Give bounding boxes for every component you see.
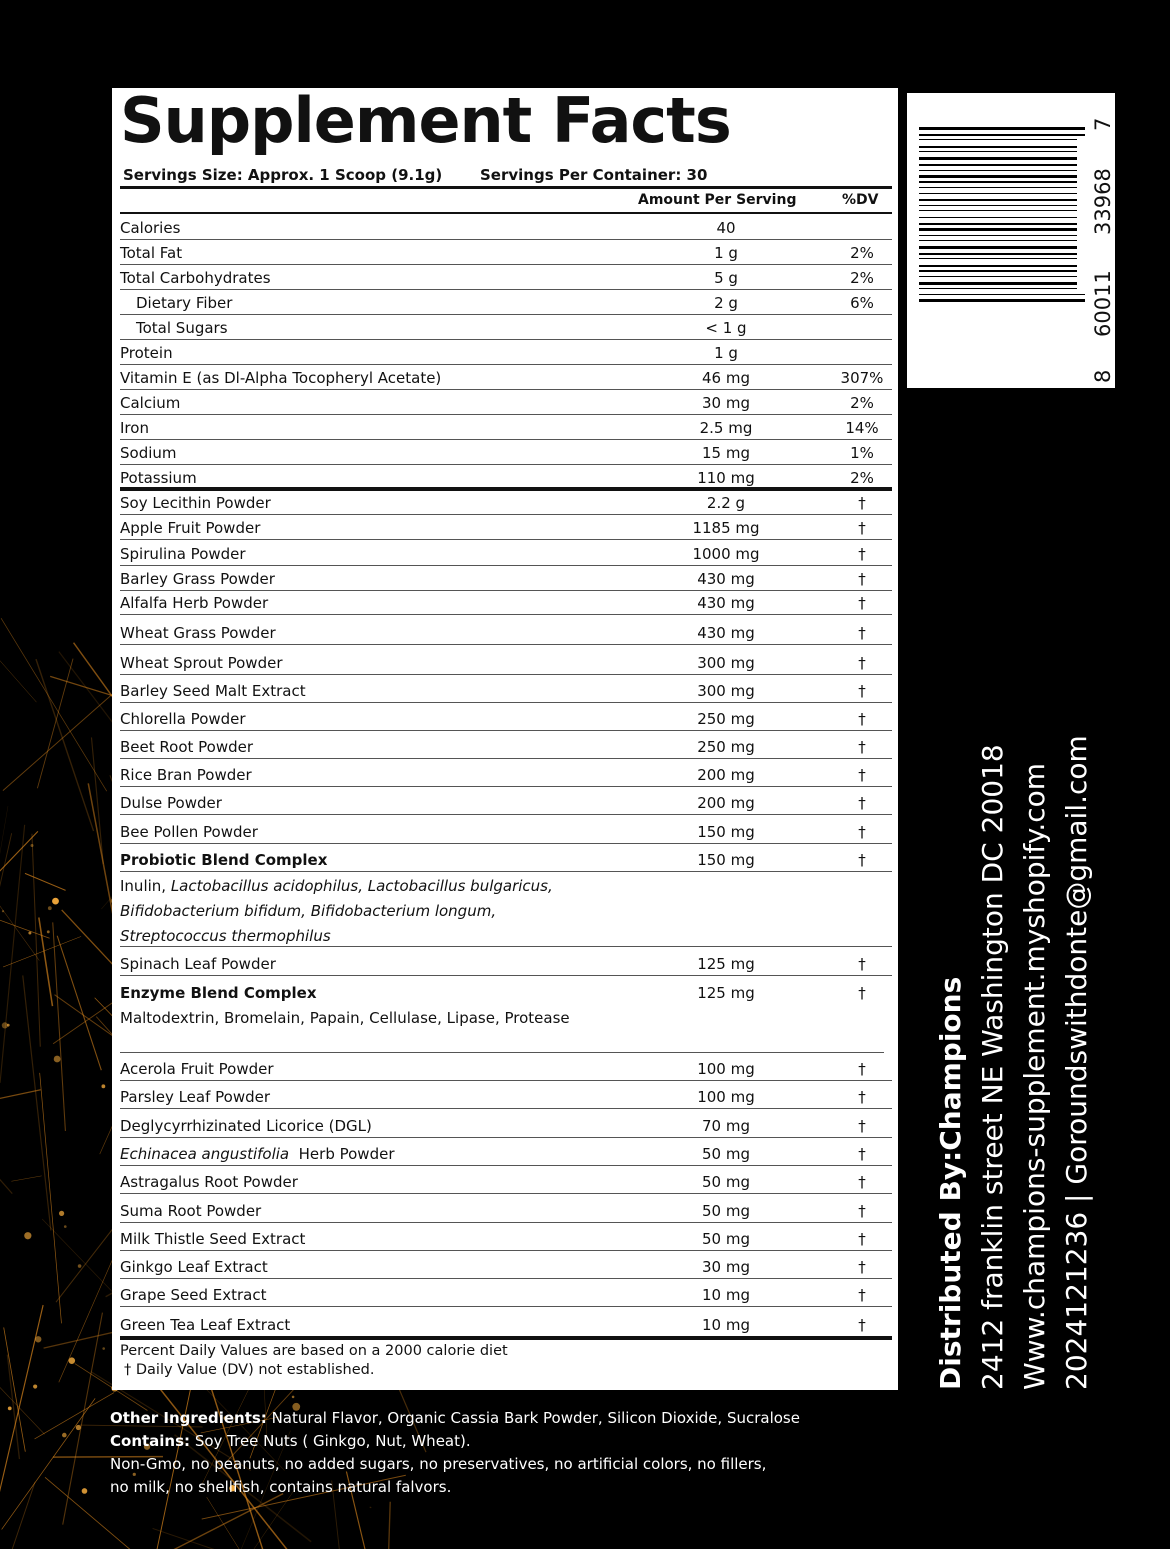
row-dv: †	[858, 1088, 866, 1107]
barcode-bars	[919, 127, 1085, 355]
light-streak	[2, 1398, 96, 1529]
barcode-bar	[919, 181, 1077, 183]
row-dv: †	[858, 1229, 866, 1248]
servings-per-container: Servings Per Container: 30	[480, 166, 708, 184]
barcode-bar	[919, 288, 1077, 289]
row-dv: 6%	[850, 294, 874, 312]
barcode	[907, 93, 1115, 388]
row-name: Green Tea Leaf Extract	[120, 1315, 291, 1334]
other-ingredients-label: Other Ingredients:	[110, 1409, 267, 1427]
divider-thick	[120, 487, 892, 491]
row-name: Ginkgo Leaf Extract	[120, 1258, 268, 1277]
bottom-rule	[120, 1336, 892, 1340]
row-amount: 10 mg	[702, 1286, 750, 1305]
row-dv: 2%	[850, 269, 874, 287]
table-row	[120, 215, 892, 240]
table-row	[120, 703, 892, 731]
contains: Soy Tree Nuts ( Ginkgo, Nut, Wheat).	[190, 1432, 471, 1450]
blend-description: Maltodextrin, Bromelain, Papain, Cellulase, Lipase, Protease	[120, 1009, 570, 1027]
light-streak	[32, 834, 40, 1047]
header-rule	[120, 212, 892, 214]
table-row	[120, 947, 892, 976]
table-row	[120, 1223, 892, 1251]
row-amount: 100 mg	[697, 1060, 755, 1078]
row-name: Astragalus Root Powder	[120, 1173, 298, 1192]
contains-label: Contains:	[110, 1432, 191, 1450]
row-dv: †	[858, 682, 866, 700]
barcode-bar	[919, 164, 1077, 166]
distributor-info	[930, 690, 1098, 1390]
row-name: Dietary Fiber	[136, 294, 233, 312]
row-dv: †	[858, 570, 866, 588]
table-row	[120, 415, 892, 440]
light-streak	[57, 936, 101, 1070]
row-amount: 300 mg	[697, 654, 755, 672]
light-streak	[25, 873, 66, 890]
light-spark	[8, 1406, 12, 1410]
supplement-facts-panel	[112, 84, 898, 1390]
barcode-bar	[919, 193, 1077, 194]
row-amount: 100 mg	[697, 1088, 755, 1107]
row-dv: †	[858, 654, 866, 672]
light-spark	[33, 1384, 37, 1388]
row-amount: 50 mg	[702, 1144, 750, 1163]
row-amount: 50 mg	[702, 1173, 750, 1192]
table-row	[120, 615, 892, 645]
light-spark	[76, 1425, 81, 1430]
table-row	[120, 365, 892, 390]
barcode-bar	[919, 157, 1077, 160]
contains-line	[110, 1430, 800, 1453]
row-dv: †	[858, 1258, 866, 1277]
barcode-bar	[919, 228, 1077, 231]
row-name: Suma Root Powder	[120, 1201, 262, 1220]
light-spark	[101, 1084, 105, 1088]
barcode-bar	[919, 146, 1077, 148]
blend-description: Bifidobacterium bifidum, Bifidobacterium longum,	[120, 902, 497, 920]
row-name: Sodium	[120, 444, 177, 462]
row-amount: 110 mg	[697, 469, 755, 487]
light-spark	[28, 932, 31, 935]
row-amount: 5 g	[714, 269, 738, 287]
light-spark	[24, 1232, 31, 1239]
barcode-bar	[919, 175, 1077, 178]
row-amount: 125 mg	[697, 984, 755, 1002]
amount-header: Amount Per Serving	[638, 192, 797, 208]
row-name: Milk Thistle Seed Extract	[120, 1229, 306, 1248]
table-row	[120, 1166, 892, 1194]
table-row	[120, 1110, 892, 1138]
row-amount: 125 mg	[697, 955, 755, 973]
row-name: Iron	[120, 419, 149, 437]
table-row	[120, 1053, 892, 1081]
row-amount: 1000 mg	[692, 545, 760, 563]
light-spark	[68, 1357, 75, 1364]
row-dv: †	[858, 766, 866, 784]
row-amount: 2.2 g	[706, 494, 746, 512]
table-row	[120, 340, 892, 365]
row-amount: 1 g	[714, 344, 738, 362]
barcode-bar	[919, 139, 1077, 140]
row-name: Spinach Leaf Powder	[120, 955, 276, 973]
table-row	[120, 540, 892, 566]
distributor-website: Www.champions-supplement.myshopify.com	[1018, 762, 1051, 1390]
barcode-bar	[919, 253, 1077, 255]
row-name: Barley Seed Malt Extract	[120, 682, 306, 700]
barcode-bar	[919, 217, 1077, 218]
row-name: Beet Root Powder	[120, 738, 254, 756]
barcode-bar	[919, 282, 1077, 285]
probiotic-description	[120, 874, 553, 899]
barcode-bar	[919, 276, 1077, 277]
row-name: Alfalfa Herb Powder	[120, 594, 269, 612]
row-name: Wheat Sprout Powder	[120, 654, 283, 672]
row-amount: 430 mg	[697, 624, 755, 642]
light-streak	[1, 618, 107, 791]
row-name: Enzyme Blend Complex	[120, 984, 317, 1002]
row-name: Probiotic Blend Complex	[120, 851, 328, 869]
row-amount: 70 mg	[702, 1116, 750, 1135]
row-name: Soy Lecithin Powder	[120, 494, 271, 512]
row-amount: 1 g	[714, 244, 738, 262]
row-amount: 150 mg	[697, 823, 755, 841]
barcode-bar	[919, 134, 1085, 136]
table-row	[120, 1138, 892, 1166]
row-amount: 250 mg	[697, 710, 755, 728]
row-name: Wheat Grass Powder	[120, 624, 276, 642]
barcode-bar	[919, 299, 1085, 302]
barcode-bar	[919, 246, 1077, 249]
row-dv: †	[858, 545, 866, 563]
light-streak	[0, 1090, 41, 1123]
barcode-digits	[1091, 99, 1115, 383]
light-streak	[0, 1068, 12, 1194]
row-name: Total Sugars	[136, 319, 228, 337]
light-spark	[78, 1264, 82, 1268]
row-dv: 2%	[850, 469, 874, 487]
table-row	[120, 645, 892, 675]
table-row	[120, 315, 892, 340]
row-name: Chlorella Powder	[120, 710, 246, 728]
light-streak	[11, 1176, 41, 1181]
row-name: Calories	[120, 219, 181, 237]
probiotic-desc-inulin: Inulin,	[120, 877, 171, 895]
table-row	[120, 1081, 892, 1109]
light-streak	[23, 975, 51, 1230]
light-spark	[7, 1024, 10, 1027]
row-amount: 2 g	[714, 294, 738, 312]
row-name: Deglycyrrhizinated Licorice (DGL)	[120, 1116, 372, 1135]
table-row	[120, 1279, 892, 1307]
light-spark	[54, 1056, 61, 1063]
distributor-name: Distributed By:Champions	[934, 976, 967, 1390]
table-row	[120, 1195, 892, 1223]
row-dv: †	[858, 738, 866, 756]
claims-line-1: Non-Gmo, no peanuts, no added sugars, no preservatives, no artificial colors, no fillers,	[110, 1455, 767, 1473]
table-row	[120, 591, 892, 615]
table-row	[120, 390, 892, 415]
light-streak	[0, 893, 50, 938]
table-row	[120, 844, 892, 872]
row-amount: 300 mg	[697, 682, 755, 700]
light-streak	[153, 1494, 283, 1549]
light-spark	[31, 844, 34, 847]
row-name: Grape Seed Extract	[120, 1286, 267, 1305]
table-row	[120, 675, 892, 703]
light-spark	[82, 1488, 88, 1494]
row-amount: 200 mg	[697, 794, 755, 812]
light-spark	[47, 930, 50, 933]
row-dv: †	[858, 794, 866, 812]
row-amount: 150 mg	[697, 851, 755, 869]
row-dv: 1%	[850, 444, 874, 462]
barcode-bar	[919, 199, 1077, 201]
row-amount: 430 mg	[697, 570, 755, 588]
table-row	[120, 731, 892, 759]
row-name: Acerola Fruit Powder	[120, 1060, 274, 1078]
row-amount: 50 mg	[702, 1229, 750, 1248]
row-dv: †	[858, 1116, 866, 1135]
row-dv: 2%	[850, 244, 874, 262]
light-streak	[370, 1507, 372, 1508]
row-name: Barley Grass Powder	[120, 570, 275, 588]
table-row	[120, 265, 892, 290]
distributor-contact: 2024121236 | Goroundswithdonte@gmail.com	[1060, 735, 1093, 1390]
light-spark	[59, 1211, 64, 1216]
barcode-bar	[919, 258, 1077, 259]
row-name-suffix: Herb Powder	[298, 1144, 395, 1163]
barcode-bar	[919, 294, 1085, 295]
row-name	[120, 1145, 395, 1163]
light-streak	[91, 737, 103, 864]
row-name-latin: Echinacea angustifolia	[120, 1144, 290, 1163]
light-spark	[62, 1433, 67, 1438]
light-spark	[52, 898, 59, 905]
barcode-bar	[919, 265, 1077, 267]
row-dv: 14%	[845, 419, 879, 437]
table-row	[120, 491, 892, 515]
barcode-bar	[919, 235, 1077, 236]
barcode-bar	[919, 187, 1077, 188]
row-dv: †	[858, 955, 866, 973]
row-amount: 46 mg	[702, 369, 750, 387]
row-name: Total Fat	[120, 244, 183, 262]
row-dv: †	[858, 624, 866, 642]
table-row	[120, 566, 892, 591]
light-spark	[2, 910, 4, 912]
light-streak	[0, 1482, 35, 1549]
top-rule	[120, 186, 892, 189]
barcode-bar	[919, 240, 1077, 241]
row-amount: 15 mg	[702, 444, 750, 462]
distributor-address: 2412 franklin street NE Washington DC 20018	[976, 744, 1009, 1390]
row-name: Apple Fruit Powder	[120, 519, 261, 537]
row-dv: †	[858, 1315, 866, 1334]
row-name: Rice Bran Powder	[120, 766, 252, 784]
barcode-digit-2: 60011	[1091, 270, 1115, 337]
barcode-digit-4: 7	[1091, 117, 1115, 131]
light-spark	[35, 1336, 41, 1342]
table-row	[120, 515, 892, 540]
row-dv: †	[858, 1201, 866, 1220]
barcode-bar	[919, 205, 1077, 206]
row-name: Calcium	[120, 394, 181, 412]
row-name: Bee Pollen Powder	[120, 823, 258, 841]
dv-header: %DV	[842, 192, 879, 208]
row-dv: †	[858, 851, 866, 869]
probiotic-desc-strains-1: Lactobacillus acidophilus, Lactobacillus bulgaricus,	[170, 877, 553, 895]
light-streak	[39, 917, 53, 1006]
row-amount: 200 mg	[697, 766, 755, 784]
light-streak	[0, 825, 25, 1083]
blend-description: Streptococcus thermophilus	[120, 927, 331, 945]
row-name: Parsley Leaf Powder	[120, 1088, 271, 1107]
row-dv: 307%	[840, 369, 884, 387]
serving-size: Servings Size: Approx. 1 Scoop (9.1g)	[123, 166, 443, 184]
row-name: Vitamin E (as Dl-Alpha Tocopheryl Acetate)	[120, 369, 442, 387]
row-amount: 40	[716, 219, 736, 237]
other-ingredients-line	[110, 1407, 800, 1430]
table-row	[120, 815, 892, 844]
row-amount: 50 mg	[702, 1201, 750, 1220]
row-amount: 250 mg	[697, 738, 755, 756]
row-dv: †	[858, 1060, 866, 1078]
footnote-percent: Percent Daily Values are based on a 2000 calorie diet	[120, 1343, 508, 1359]
light-streak	[40, 1073, 62, 1323]
table-row	[120, 240, 892, 265]
panel-title: Supplement Facts	[120, 84, 731, 157]
barcode-bar	[919, 210, 1077, 211]
light-streak	[0, 600, 36, 702]
barcode-digit-3: 33968	[1091, 168, 1115, 235]
barcode-digit-1: 8	[1091, 369, 1115, 383]
light-spark	[102, 1347, 105, 1350]
row-amount: 30 mg	[702, 1258, 750, 1277]
row-amount: < 1 g	[705, 319, 747, 337]
barcode-bar	[919, 270, 1077, 272]
light-streak	[153, 1528, 327, 1549]
row-dv: 2%	[850, 394, 874, 412]
light-streak	[35, 1393, 115, 1439]
row-dv: †	[858, 710, 866, 728]
light-streak	[207, 1497, 347, 1549]
light-streak	[36, 659, 94, 831]
row-dv: †	[858, 1144, 866, 1163]
other-ingredients: Natural Flavor, Organic Cassia Bark Powder, Silicon Dioxide, Sucralose	[266, 1409, 800, 1427]
table-row	[120, 787, 892, 815]
light-spark	[64, 1225, 67, 1228]
row-dv: †	[858, 823, 866, 841]
row-name: Dulse Powder	[120, 794, 222, 812]
table-row	[120, 759, 892, 787]
other-info	[110, 1407, 800, 1499]
light-spark	[48, 906, 52, 910]
row-amount: 1185 mg	[692, 519, 760, 537]
row-amount: 430 mg	[697, 594, 755, 612]
table-row	[120, 976, 892, 1004]
table-row	[120, 1308, 892, 1336]
light-streak	[383, 1502, 390, 1549]
row-dv: †	[858, 1173, 866, 1192]
row-name: Total Carbohydrates	[120, 269, 271, 287]
row-amount: 2.5 mg	[699, 419, 753, 437]
row-dv: †	[858, 984, 866, 1002]
row-name: Protein	[120, 344, 173, 362]
barcode-bar	[919, 223, 1077, 225]
table-row	[120, 1251, 892, 1279]
row-dv: †	[858, 494, 866, 512]
row-name: Potassium	[120, 469, 197, 487]
row-dv: †	[858, 519, 866, 537]
table-row	[120, 440, 892, 465]
table-row	[120, 290, 892, 315]
claims-line-2: no milk, no shellfish, contains natural falvors.	[110, 1478, 452, 1496]
light-streak	[4, 1327, 26, 1451]
row-dv: †	[858, 1286, 866, 1305]
light-spark	[292, 1396, 295, 1399]
barcode-bar	[919, 170, 1077, 171]
row-amount: 10 mg	[702, 1315, 750, 1334]
row-name: Spirulina Powder	[120, 545, 246, 563]
barcode-bar	[919, 127, 1085, 130]
row-amount: 30 mg	[702, 394, 750, 412]
row-dv: †	[858, 594, 866, 612]
barcode-bar	[919, 151, 1077, 152]
footnote-dagger: † Daily Value (DV) not established.	[124, 1362, 375, 1378]
